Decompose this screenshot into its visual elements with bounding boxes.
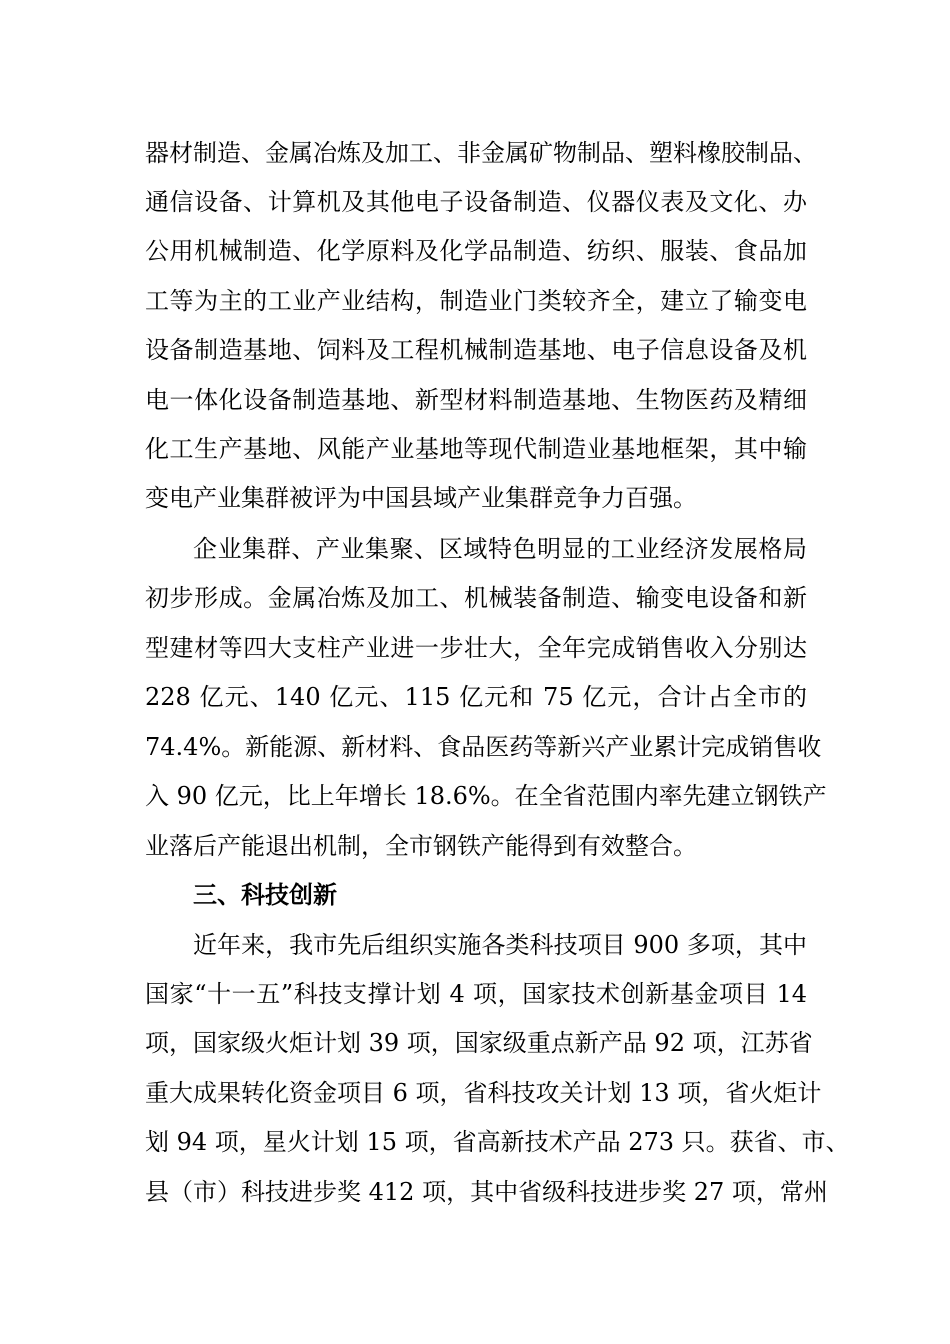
text-line: 设备制造基地、饲料及工程机械制造基地、电子信息设备及机 [145, 336, 807, 364]
section-heading: 三、科技创新 [193, 881, 337, 909]
text-line: 县（市）科技进步奖 412 项，其中省级科技进步奖 27 项，常州 [145, 1178, 828, 1206]
text-line: 工等为主的工业产业结构，制造业门类较齐全，建立了输变电 [145, 287, 807, 315]
text-line: 初步形成。金属冶炼及加工、机械装备制造、输变电设备和新 [145, 584, 807, 612]
text-line: 企业集群、产业集聚、区域特色明显的工业经济发展格局 [193, 535, 807, 563]
text-line: 公用机械制造、化学原料及化学品制造、纺织、服装、食品加 [145, 237, 807, 265]
text-line: 入 90 亿元，比上年增长 18.6%。在全省范围内率先建立钢铁产 [145, 782, 827, 810]
text-line: 划 94 项，星火计划 15 项，省高新技术产品 273 只。获省、市、 [145, 1128, 850, 1156]
text-line: 通信设备、计算机及其他电子设备制造、仪器仪表及文化、办 [145, 188, 807, 216]
text-line: 变电产业集群被评为中国县域产业集群竞争力百强。 [145, 484, 697, 512]
text-line: 228 亿元、140 亿元、115 亿元和 75 亿元，合计占全市的 [145, 683, 807, 711]
text-line: 化工生产基地、风能产业基地等现代制造业基地框架，其中输 [145, 435, 807, 463]
text-line: 74.4%。新能源、新材料、食品医药等新兴产业累计完成销售收 [145, 733, 822, 761]
text-line: 项，国家级火炬计划 39 项，国家级重点新产品 92 项，江苏省 [145, 1029, 813, 1057]
text-line: 业落后产能退出机制，全市钢铁产能得到有效整合。 [145, 832, 697, 860]
text-line: 国家“十一五”科技支撑计划 4 项，国家技术创新基金项目 14 [145, 980, 807, 1008]
text-line: 重大成果转化资金项目 6 项，省科技攻关计划 13 项，省火炬计 [145, 1079, 822, 1107]
text-line: 型建材等四大支柱产业进一步壮大，全年完成销售收入分别达 [145, 634, 807, 662]
text-line: 电一体化设备制造基地、新型材料制造基地、生物医药及精细 [145, 386, 807, 414]
text-line: 近年来，我市先后组织实施各类科技项目 900 多项，其中 [193, 931, 807, 959]
text-line: 器材制造、金属冶炼及加工、非金属矿物制品、塑料橡胶制品、 [145, 139, 817, 167]
